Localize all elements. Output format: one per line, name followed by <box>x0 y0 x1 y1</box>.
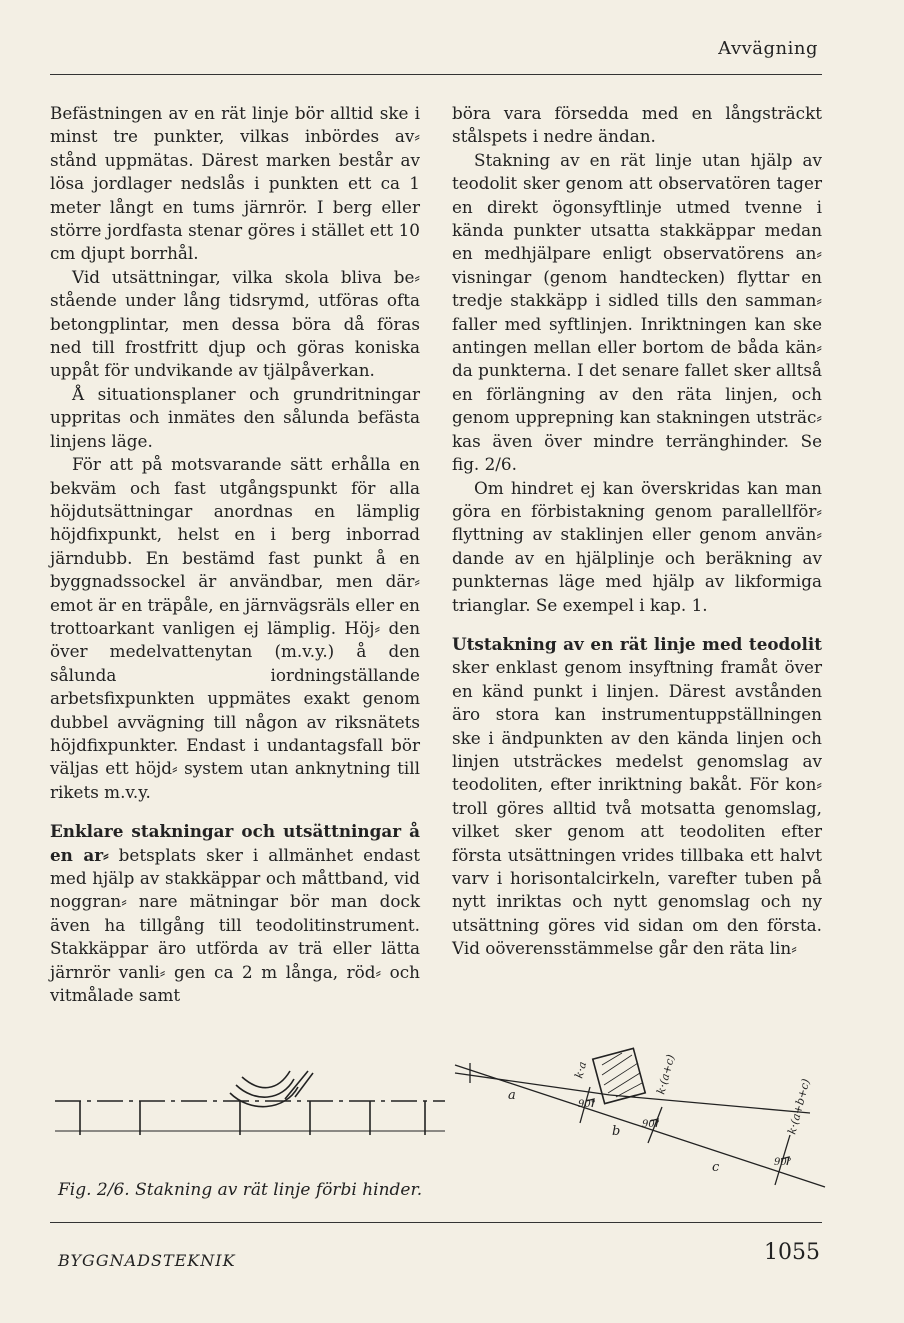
running-header: Avvägning <box>718 38 818 59</box>
paragraph: Befästningen av en rät linje bör alltid ske i minst tre punkter, vilkas inbördes av⸗ stånd uppmätas. Därest marken består av lösa jordlager nedslås i punkten ett ca 1 meter långt en tums järnrör. I berg eller större jordfasta stenar göres i stället ett 10 cm djupt borrhål. <box>50 103 420 264</box>
paragraph: Om hindret ej kan överskridas kan man göra en förbistakning genom parallellför⸗ flyttning av staklinjen eller genom använ⸗ dande av en hjälplinje och beräkning av punkternas läge med hjälp av likformiga trianglar. Se exempel i kap. 1. <box>452 477 822 615</box>
main-line <box>455 1065 825 1187</box>
offset-line <box>455 1073 610 1095</box>
label-b: b <box>612 1124 621 1139</box>
label-kac: k·(a+c) <box>654 1053 678 1096</box>
paragraph: Å situationsplaner och grundritningar uppritas och inmätes den sålunda befästa linjens läge. <box>50 383 420 451</box>
angle-label: 90° <box>578 1099 596 1110</box>
label-a: a <box>508 1088 516 1103</box>
offset-line <box>610 1095 810 1113</box>
label-c: c <box>712 1160 720 1175</box>
angle-label: 90° <box>774 1157 792 1168</box>
left-column <box>50 102 420 1007</box>
label-ka: k·a <box>572 1060 590 1080</box>
paragraph: För att på motsvarande sätt erhålla en bekväm och fast utgångspunkt för alla höjdutsättningar anordnas en lämplig höjdfixpunkt, helst en i berg inborrad järndubb. En bestämd fast punkt å en byggnadssockel är användbar, men där⸗ emot är en träpåle, en järnvägsräls eller en trottoarkant vanligen ej lämplig. Höj⸗ den över medelvattenytan (m.v.y.) å den sålunda iordningställande arbetsfixpunkten uppmätes exakt genom dubbel avvägning till någon av riksnätets höjdfixpunkter. Endast i undantagsfall bör väljas ett höjd⸗ system utan anknytning till rikets m.v.y. <box>50 454 420 802</box>
headed-paragraph <box>50 820 420 1007</box>
run-in-heading: Utstakning av en rät linje med teodolit <box>452 633 822 654</box>
paragraph-text: sker enklast genom insyftning framåt över en känd punkt i linjen. Därest avstånden äro stora kan instrumentuppställningen ske i ändpunkten av den kända linjen och linjen utsträckes medelst genomslag av teodoliten, efter inriktning bakåt. För kon⸗ troll göres alltid två motsatta genomslag, vilket sker genom att teodoliten efter första utsättningen vrides tillbaka ett halvt varv i horisontalcirkeln, varefter tuben på nytt inriktas och nytt genomslag och ny utsättning göres vid sidan om den första. Vid oöverensstämmelse går den räta lin⸗ <box>452 657 822 959</box>
paragraph: böra vara försedda med en långsträckt stålspets i nedre ändan. <box>452 103 822 147</box>
paragraph: Stakning av en rät linje utan hjälp av teodolit sker genom att observatören tager en direkt ögonsyftlinje utmed tvenne i kända punkter utsatta stakkäppar medan en medhjälpare enligt observatörens an⸗ visningar (genom handtecken) flyttar en tredje stakkäpp i sidled tills den samman⸗ faller med syftlinjen. Inriktningen kan ske antingen mellan eller bortom de båda kän⸗ da punkterna. I det senare fallet sker alltså en förlängning av den räta linjen, och genom upprepning kan stakningen utsträc⸗ kas även över mindre terränghinder. Se fig. 2/6. <box>452 149 822 475</box>
page-number: 1055 <box>764 1240 820 1265</box>
paragraph-text: betsplats sker i allmänhet endast med hjälp av stakkäppar och måttband, vid noggran⸗ nare mätningar bör man dock även ha tillgång till teodolitinstrument. Stakkäppar äro utförda av trä eller lätta järnrör vanli⸗ gen ca 2 m långa, röd⸗ och vitmålade samt <box>50 844 420 1006</box>
run-in-heading: Enklare stakningar och utsättningar å en ar⸗ <box>50 821 420 865</box>
paragraph: Vid utsättningar, vilka skola bliva be⸗ stående under lång tidsrymd, utföras ofta betongplintar, men dessa böra då föras ned till frostfritt djup och göras koniska uppåt för undvikande av tjälpåverkan. <box>50 266 420 381</box>
publication-name: BYGGNADSTEKNIK <box>58 1251 236 1270</box>
right-diagram <box>455 1048 825 1187</box>
left-diagram <box>55 1071 445 1135</box>
label-kabc: k·(a+b+c) <box>785 1077 813 1136</box>
header-rule <box>50 74 822 75</box>
figure-caption: Fig. 2/6. Stakning av rät linje förbi hinder. <box>58 1180 423 1200</box>
right-column <box>452 102 822 961</box>
footer-rule <box>50 1222 822 1223</box>
headed-paragraph <box>452 633 822 961</box>
angle-label: 90° <box>642 1119 660 1130</box>
figure-2-6 <box>50 1035 830 1190</box>
